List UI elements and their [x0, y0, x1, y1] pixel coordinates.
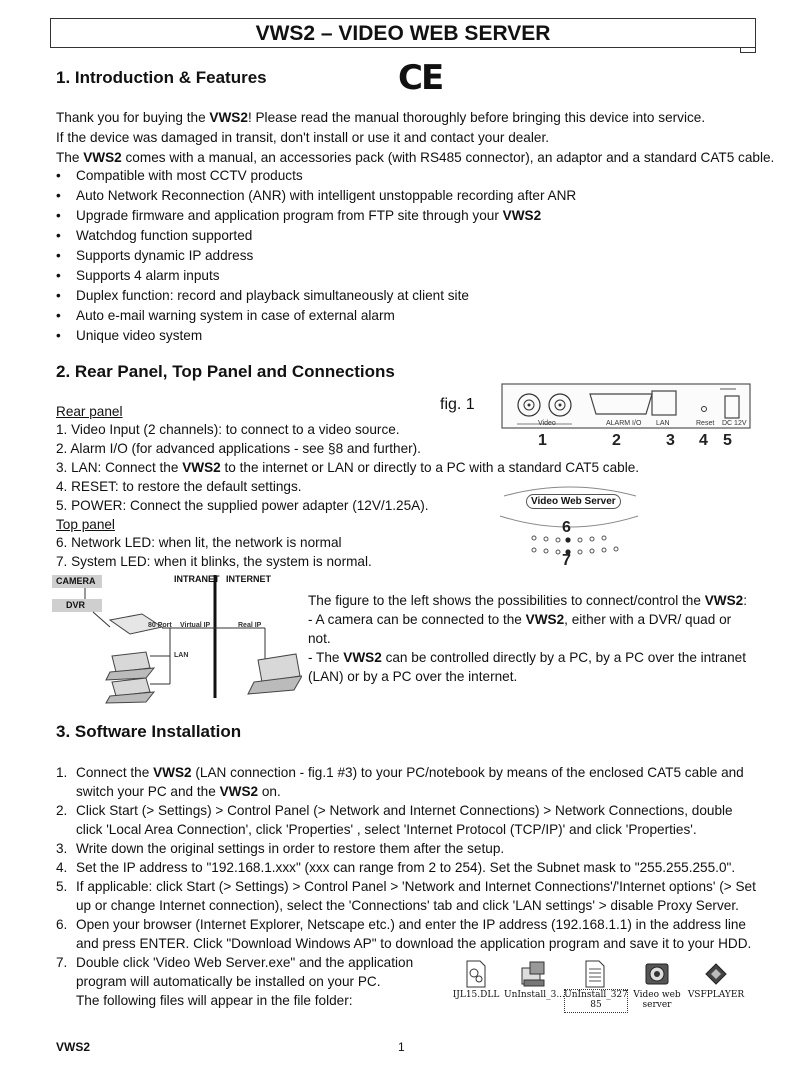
rear-item-5: 5. POWER: Connect the supplied power adapter (12V/1.25A).	[56, 498, 429, 513]
rear-item-4: 4. RESET: to restore the default settings.	[56, 479, 302, 494]
file-item-uninstall-3[interactable]: UnInstall_3...	[504, 960, 564, 1004]
section-3-heading: 3. Software Installation	[56, 722, 242, 741]
footer-model: VWS2	[56, 1040, 91, 1054]
port-80-label: 80 Port	[148, 622, 172, 629]
section-2-heading: 2. Rear Panel, Top Panel and Connections	[56, 362, 395, 381]
callout-4: 4	[699, 432, 708, 449]
feature-bullet: • Unique video system	[56, 328, 203, 343]
top-panel-subheading: Top panel	[56, 517, 115, 532]
top-panel-figure	[496, 482, 642, 568]
page-number: 1	[398, 1040, 405, 1054]
top-item-7: 7. System LED: when it blinks, the system is normal.	[56, 554, 372, 569]
rear-panel-figure	[440, 382, 752, 432]
file-item-ijl15[interactable]: IJL15.DLL	[446, 960, 506, 1004]
feature-bullet: • Watchdog function supported	[56, 228, 253, 243]
feature-bullet: • Auto Network Reconnection (ANR) with intelligent unstoppable recording after ANR	[56, 188, 577, 203]
feature-bullet: • Upgrade firmware and application program from FTP site through your VWS2	[56, 208, 542, 223]
feature-bullet: • Compatible with most CCTV products	[56, 168, 303, 183]
figure-description-line-5: (LAN) or by a PC over the internet.	[308, 669, 518, 684]
callout-3: 3	[666, 432, 675, 449]
intro-paragraph-1: Thank you for buying the VWS2! Please read the manual thoroughly before bringing this device into service.	[56, 110, 706, 125]
lan-port-label: LAN	[656, 420, 670, 427]
callout-6: 6	[562, 519, 571, 536]
rear-panel-subheading: Rear panel	[56, 404, 123, 419]
text-file-icon	[584, 960, 606, 988]
internet-label: INTERNET	[226, 574, 271, 584]
top-item-6: 6. Network LED: when lit, the network is normal	[56, 535, 342, 550]
figure-description-line-2: - A camera can be connected to the VWS2, either with a DVR/ quad or	[308, 612, 732, 627]
app-icon	[643, 960, 671, 988]
callout-2: 2	[612, 432, 621, 449]
figure-description-line-3: not.	[308, 631, 331, 646]
lan-label: LAN	[174, 652, 189, 659]
callout-5: 5	[723, 432, 732, 449]
ce-mark-logo: CE	[398, 58, 443, 98]
dc-power-label: DC 12V	[722, 420, 747, 427]
camera-label: CAMERA	[56, 576, 96, 586]
virtual-ip-label: Virtual IP	[180, 622, 211, 629]
file-item-video-web-server[interactable]: Video web server	[630, 960, 684, 1014]
reset-label: Reset	[696, 420, 715, 427]
intranet-label: INTRANET	[174, 574, 220, 584]
top-panel-brand-label: Video Web Server	[526, 494, 621, 509]
feature-bullet: • Supports dynamic IP address	[56, 248, 254, 263]
fig-1-label: fig. 1	[440, 396, 475, 413]
section-1-heading: 1. Introduction & Features	[56, 68, 267, 87]
callout-7: 7	[562, 552, 571, 569]
file-item-vsfplayer[interactable]: VSFPLAYER	[686, 960, 746, 1004]
video-input-label: Video	[538, 420, 556, 427]
figure-description-line-4: - The VWS2 can be controlled directly by a PC, by a PC over the intranet	[308, 650, 746, 665]
figure-description-line-1: The figure to the left shows the possibilities to connect/control the VWS2:	[308, 593, 748, 608]
page-title: VWS2 – VIDEO WEB SERVER	[255, 22, 551, 45]
player-icon	[702, 960, 730, 988]
alarm-io-label: ALARM I/O	[606, 420, 642, 427]
real-ip-label: Real IP	[238, 622, 262, 629]
rear-item-3: 3. LAN: Connect the VWS2 to the internet or LAN or directly to a PC with a standard CAT5 cable.	[56, 460, 640, 475]
feature-bullet: • Duplex function: record and playback simultaneously at client site	[56, 288, 469, 303]
intro-paragraph-3: The VWS2 comes with a manual, an accessories pack (with RS485 connector), an adaptor and a standard CAT5 cable.	[56, 150, 775, 165]
callout-1: 1	[538, 432, 547, 449]
rear-item-1: 1. Video Input (2 channels): to connect to a video source.	[56, 422, 400, 437]
network-diagram	[50, 572, 302, 704]
rear-item-2: 2. Alarm I/O (for advanced applications - see §8 and further).	[56, 441, 421, 456]
intro-paragraph-2: If the device was damaged in transit, don't install or use it and contact your dealer.	[56, 130, 550, 145]
feature-bullet: • Auto e-mail warning system in case of external alarm	[56, 308, 395, 323]
installer-icon	[520, 960, 548, 988]
dvr-label: DVR	[66, 600, 86, 610]
file-item-uninstall-32785[interactable]: UnInstall_327 85	[564, 960, 628, 1014]
dll-icon	[464, 960, 488, 988]
feature-bullet: • Supports 4 alarm inputs	[56, 268, 220, 283]
